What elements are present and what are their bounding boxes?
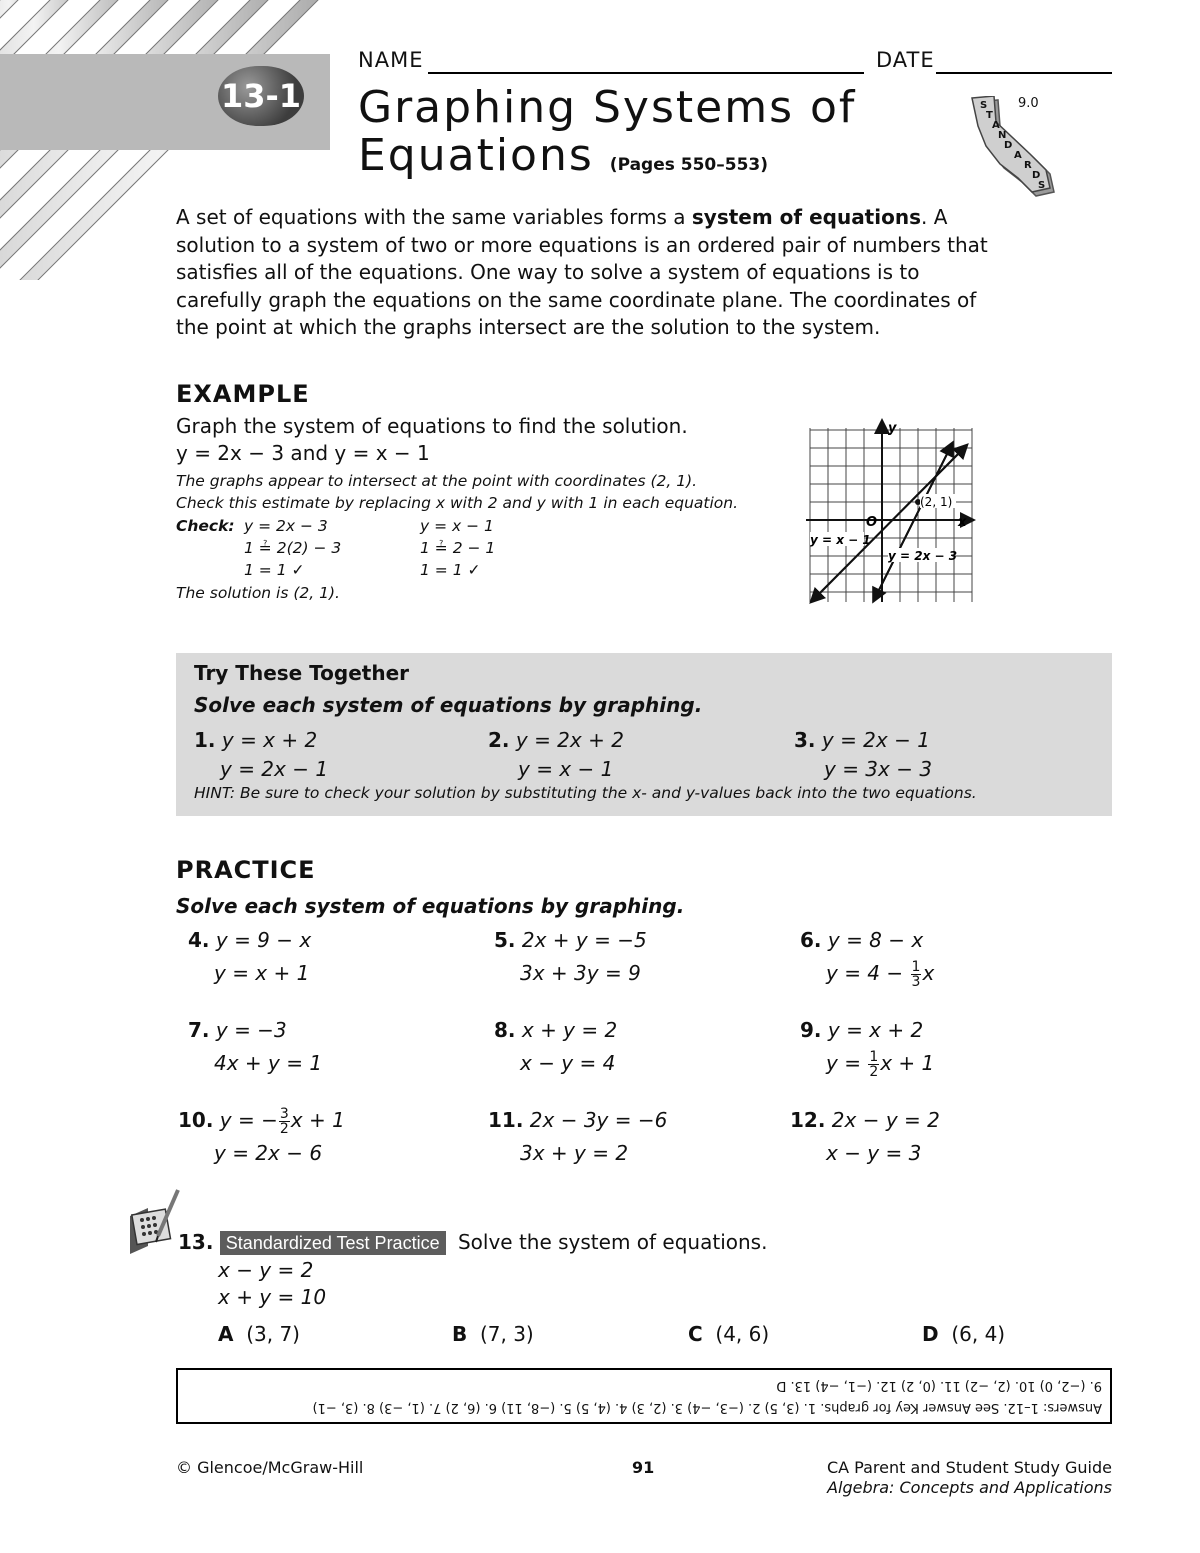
equation: y = x + 2 — [827, 1018, 924, 1042]
equation: x + y = 2 — [521, 1018, 618, 1042]
equation: 3x + 3y = 9 — [520, 961, 641, 985]
fraction — [868, 1050, 879, 1079]
svg-text:A: A — [1014, 150, 1022, 161]
try-heading: Try These Together — [194, 661, 410, 685]
line2-label: y = 2x − 3 — [888, 549, 958, 563]
equation: 2x − y = 2 — [831, 1108, 940, 1132]
equation: y = 3x − 3 — [824, 757, 933, 781]
choice-letter: A — [218, 1322, 234, 1346]
choice-value: (7, 3) — [479, 1322, 534, 1346]
key-term: system of equations — [691, 205, 921, 229]
equation: 4x + y = 1 — [214, 1051, 323, 1075]
practice-problem-12 — [790, 1104, 940, 1170]
check-label: Check: — [176, 517, 235, 535]
intersection-label: (2, 1) — [920, 495, 953, 509]
test-practice-pencil-icon — [128, 1186, 184, 1258]
california-standards-logo — [964, 96, 1064, 200]
choice-letter: D — [922, 1322, 939, 1346]
choice-value: (3, 7) — [246, 1322, 300, 1346]
date-line — [936, 72, 1112, 74]
equation: y = 2x + 2 — [515, 728, 624, 752]
intro-paragraph — [176, 204, 996, 342]
book-title: Algebra: Concepts and Applications — [827, 1478, 1112, 1497]
svg-text:S: S — [980, 100, 988, 111]
svg-text:D: D — [1032, 170, 1041, 181]
problem-number: 8. — [494, 1018, 516, 1042]
equation: y = 2x − 1 — [821, 728, 930, 752]
fraction-numerator: 3 — [279, 1106, 289, 1122]
y-axis-label: y — [888, 421, 897, 436]
fraction-denominator: 3 — [911, 974, 921, 990]
problem-number: 12. — [790, 1108, 826, 1132]
equation-part: x + 1 — [880, 1051, 935, 1075]
try-hint: HINT: Be sure to check your solution by substituting the x- and y-values back into the two equations. — [194, 784, 977, 802]
answers-line-2: 9. (−2, 0) 10. (2, −2) 11. (0, 2) 12. (−1, −4) 13. D — [776, 1378, 1102, 1393]
title-line-2: Equations — [358, 130, 594, 181]
problem-number: 2. — [488, 728, 510, 752]
equation: 3x + y = 2 — [520, 1141, 629, 1165]
problem-number: 3. — [794, 728, 816, 752]
practice-problem-11 — [488, 1104, 667, 1170]
equation-part: y = — [826, 1051, 861, 1075]
check-left-3: 1 = 1 ✓ — [244, 561, 305, 579]
example-system — [176, 441, 430, 465]
equation: x − y = 3 — [826, 1141, 922, 1165]
practice-problem-6 — [800, 924, 934, 990]
svg-text:S: S — [1038, 180, 1046, 191]
check-left-2: 1 ≟ 2(2) − 3 — [244, 539, 342, 557]
test-equation-1: x − y = 2 — [218, 1258, 314, 1282]
practice-problem-4 — [188, 924, 311, 990]
practice-problem-9 — [800, 1014, 934, 1080]
fraction — [279, 1107, 290, 1136]
fraction-denominator: 2 — [869, 1064, 879, 1080]
choice-c — [688, 1322, 769, 1346]
equation: y = −3 — [215, 1018, 287, 1042]
intro-text-end: . A solution to a system of two or more equations is an ordered pair of numbers that satisfies all of the equations. One way to solve a system of equations is to carefully graph the equations on the same coordinate plane. The coordinates of the point at which the graphs intersect are the solution to the system. — [176, 205, 988, 339]
test-equation-2: x + y = 10 — [218, 1285, 327, 1309]
choice-value: (6, 4) — [951, 1322, 1006, 1346]
choice-a — [218, 1322, 300, 1346]
fraction — [911, 960, 922, 989]
choice-letter: C — [688, 1322, 703, 1346]
choice-value: (4, 6) — [715, 1322, 770, 1346]
fraction-numerator: 1 — [911, 959, 921, 975]
example-graph — [806, 418, 976, 604]
svg-text:R: R — [1024, 160, 1032, 171]
title-line-1: Graphing Systems of — [358, 82, 857, 133]
problem-number: 11. — [488, 1108, 524, 1132]
svg-text:D: D — [1004, 140, 1013, 151]
equation: y = x − 1 — [518, 757, 614, 781]
equation: y = 2x − 6 — [214, 1141, 323, 1165]
equation-part: x — [922, 961, 935, 985]
equation: y = x + 2 — [221, 728, 318, 752]
check-right-1: y = x − 1 — [420, 517, 494, 535]
page-number: 91 — [632, 1458, 655, 1477]
equation-part: y = 4 − — [826, 961, 904, 985]
test-practice-prompt: Solve the system of equations. — [457, 1230, 768, 1254]
practice-problem-5 — [494, 924, 647, 990]
example-join: and — [284, 441, 335, 465]
check-right-3: 1 = 1 ✓ — [420, 561, 481, 579]
line1-label: y = x − 1 — [810, 533, 871, 547]
equation: 2x + y = −5 — [521, 928, 647, 952]
choice-letter: B — [452, 1322, 468, 1346]
equation-part: x + 1 — [290, 1108, 345, 1132]
fraction-denominator: 2 — [279, 1121, 289, 1137]
choice-b — [452, 1322, 534, 1346]
practice-problem-7 — [188, 1014, 322, 1080]
equation: y = x + 1 — [214, 961, 310, 985]
example-note-2: Check this estimate by replacing x with 2 and y with 1 in each equation. — [176, 494, 739, 512]
problem-number: 6. — [800, 928, 822, 952]
practice-problem-8 — [494, 1014, 617, 1080]
answers-box — [176, 1368, 1112, 1424]
try-problem-2 — [488, 726, 624, 784]
fraction-numerator: 1 — [869, 1049, 879, 1065]
problem-number: 10. — [178, 1108, 214, 1132]
example-note-1: The graphs appear to intersect at the point with coordinates (2, 1). — [176, 472, 698, 490]
try-problem-1 — [194, 726, 328, 784]
answers-line-1: Answers: 1–12. See Answer Key for graphs. 1. (3, 5) 2. (−3, −4) 3. (2, 3) 4. (4, 5) 5. (−8, 11) 6. (6, 2) 7. (1, −3) 8. (3, −1) — [312, 1400, 1102, 1415]
name-line — [428, 72, 864, 74]
check-right-2: 1 ≟ 2 − 1 — [420, 539, 496, 557]
lesson-number-badge: 13-1 — [218, 66, 304, 126]
page-title — [358, 84, 856, 189]
try-instructions: Solve each system of equations by graphing. — [194, 693, 703, 717]
answers-upside-down — [178, 1370, 1110, 1422]
date-label: DATE — [876, 48, 935, 72]
try-problem-3 — [794, 726, 932, 784]
problem-number: 1. — [194, 728, 216, 752]
test-practice-question — [178, 1230, 767, 1254]
problem-number: 5. — [494, 928, 516, 952]
standards-code: 9.0 — [1018, 96, 1039, 111]
equation: x − y = 4 — [520, 1051, 616, 1075]
equation: y = 2x − 1 — [220, 757, 329, 781]
equation-part: y = − — [219, 1108, 278, 1132]
equation: y = 9 − x — [215, 928, 312, 952]
standardized-test-badge: Standardized Test Practice — [220, 1231, 446, 1255]
example-prompt: Graph the system of equations to find the solution. — [176, 414, 688, 438]
example-heading: EXAMPLE — [176, 380, 310, 408]
check-left-1: y = 2x − 3 — [244, 517, 328, 535]
example-equation-2: y = x − 1 — [334, 441, 430, 465]
page-range: (Pages 550–553) — [609, 155, 769, 175]
example-equation-1: y = 2x − 3 — [176, 441, 285, 465]
problem-number: 9. — [800, 1018, 822, 1042]
problem-number: 4. — [188, 928, 210, 952]
name-label: NAME — [358, 48, 424, 72]
equation: 2x − 3y = −6 — [529, 1108, 668, 1132]
problem-number: 7. — [188, 1018, 210, 1042]
practice-heading: PRACTICE — [176, 856, 316, 884]
example-solution: The solution is (2, 1). — [176, 584, 340, 602]
copyright: © Glencoe/McGraw-Hill — [176, 1458, 364, 1477]
intro-text-start: A set of equations with the same variables forms a — [176, 205, 692, 229]
choice-d — [922, 1322, 1005, 1346]
problem-number: 13. — [178, 1230, 214, 1254]
svg-text:N: N — [998, 130, 1007, 141]
origin-label: O — [866, 515, 878, 530]
svg-text:A: A — [992, 120, 1000, 131]
practice-instructions: Solve each system of equations by graphing. — [176, 894, 685, 918]
svg-text:T: T — [986, 110, 993, 121]
equation: y = 8 − x — [827, 928, 924, 952]
practice-problem-10 — [178, 1104, 345, 1170]
x-axis-label: x — [958, 515, 967, 530]
study-guide-title: CA Parent and Student Study Guide — [826, 1458, 1112, 1477]
